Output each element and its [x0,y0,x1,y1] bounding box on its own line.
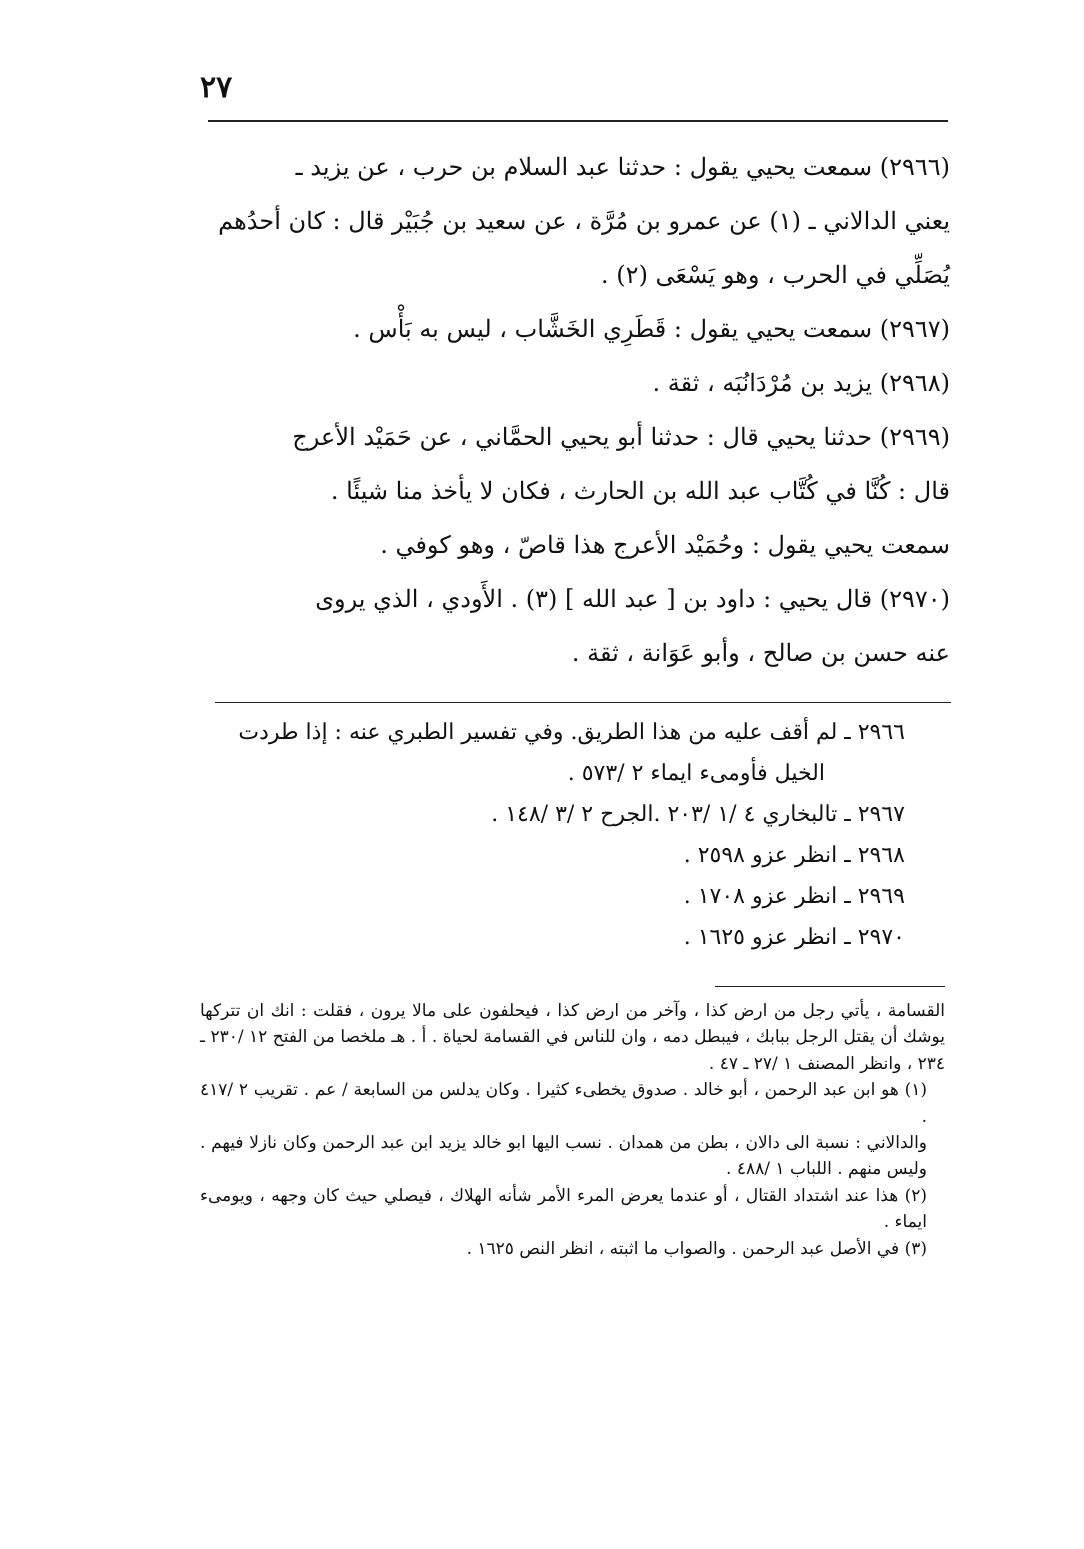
page-number: ٢٧ [200,70,233,105]
main-text [215,140,950,680]
note-2966-line-2: الخيل فأومىء ايماء ٢ /٥٧٣ . [567,761,825,786]
main-text-rule [215,702,951,703]
entry-2969-line-1: (٢٩٦٩) حدثنا يحيي قال : حدثنا أبو يحيي الحمَّاني ، عن حَمَيْد الأعرج [292,423,950,451]
entry-2968: (٢٩٦٨) يزيد بن مُرْدَانُبَه ، ثقة . [652,369,950,397]
editor-notes [215,712,905,958]
footnote-1-continued: والدالاني : نسبة الى دالان ، بطن من همدان . نسب اليها ابو خالد يزيد ابن عبد الرحمن وكان نازلا فيهم . وليس منهم . اللباب ١ /٤٨٨ . [200,1133,927,1180]
note-2967: ٢٩٦٧ ـ تالبخاري ٤ /١ /٢٠٣ .الجرح ٢ /٣ /١٤٨ . [491,802,905,827]
note-2966-line-1: ٢٩٦٦ ـ لم أقف عليه من هذا الطريق. وفي تفسير الطبري عنه : إذا طردت [238,720,905,745]
entry-2966-line-3: يُصَلِّي في الحرب ، وهو يَسْعَى (٢) . [601,261,950,289]
entry-2966-line-1: (٢٩٦٦) سمعت يحيي يقول : حدثنا عبد السلام بن حرب ، عن يزيد ـ [295,153,950,181]
footnote-continued: القسامة ، يأتي رجل من ارض كذا ، وآخر من ارض كذا ، فيحلفون على مالا يرون ، فقلت : انك ان تتركها يوشك أن يقتل الرجل ببابك ، فيبطل دمه ، وان للناس في القسامة لحياة . أ . هـ ملخصا من الفتح ١٢ /٢٣٠ ـ ٢٣٤ ، وانظر المصنف ١ /٢٧ ـ ٤٧ . [200,1001,945,1074]
note-2968: ٢٩٦٨ ـ انظر عزو ٢٥٩٨ . [683,843,905,868]
entry-2969-line-2: قال : كُنَّا في كُتَّاب عبد الله بن الحارث ، فكان لا يأخذ منا شيئًا . [330,477,950,505]
note-2970: ٢٩٧٠ ـ انظر عزو ١٦٢٥ . [683,925,905,950]
footnote-rule [715,986,945,987]
entry-2969-line-3: سمعت يحيي يقول : وحُمَيْد الأعرج هذا قاصّ ، وهو كوفي . [380,531,950,559]
note-2969: ٢٩٦٩ ـ انظر عزو ١٧٠٨ . [683,884,905,909]
entry-2967: (٢٩٦٧) سمعت يحيي يقول : قَطَرِي الخَشَّاب ، ليس به بَأْس . [353,315,950,343]
footnote-3: (٣) في الأصل عبد الرحمن . والصواب ما اثبته ، انظر النص ١٦٢٥ . [466,1238,927,1259]
footnote-2: (٢) هذا عند اشتداد القتال ، أو عندما يعرض المرء الأمر شأنه الهلاك ، فيصلي حيث كان وجهه ، ويومىء ايماء . [200,1185,927,1233]
header-rule [208,120,948,122]
entry-2966-line-2: يعني الدالاني ـ (١) عن عمرو بن مُرَّة ، عن سعيد بن جُبَيْر قال : كان أحدُهم [218,207,950,235]
footnote-1: (١) هو ابن عبد الرحمن ، أبو خالد . صدوق يخطىء كثيرا . وكان يدلس من السابعة / عم . تقريب ٢ /٤١٧ . [200,1080,927,1127]
entry-2970-line-1: (٢٩٧٠) قال يحيي : داود بن [ عبد الله ] (٣) . الأَودي ، الذي يروى [315,585,950,613]
entry-2970-line-2: عنه حسن بن صالح ، وأبو عَوَانة ، ثقة . [571,639,950,667]
footnotes [200,998,945,1262]
